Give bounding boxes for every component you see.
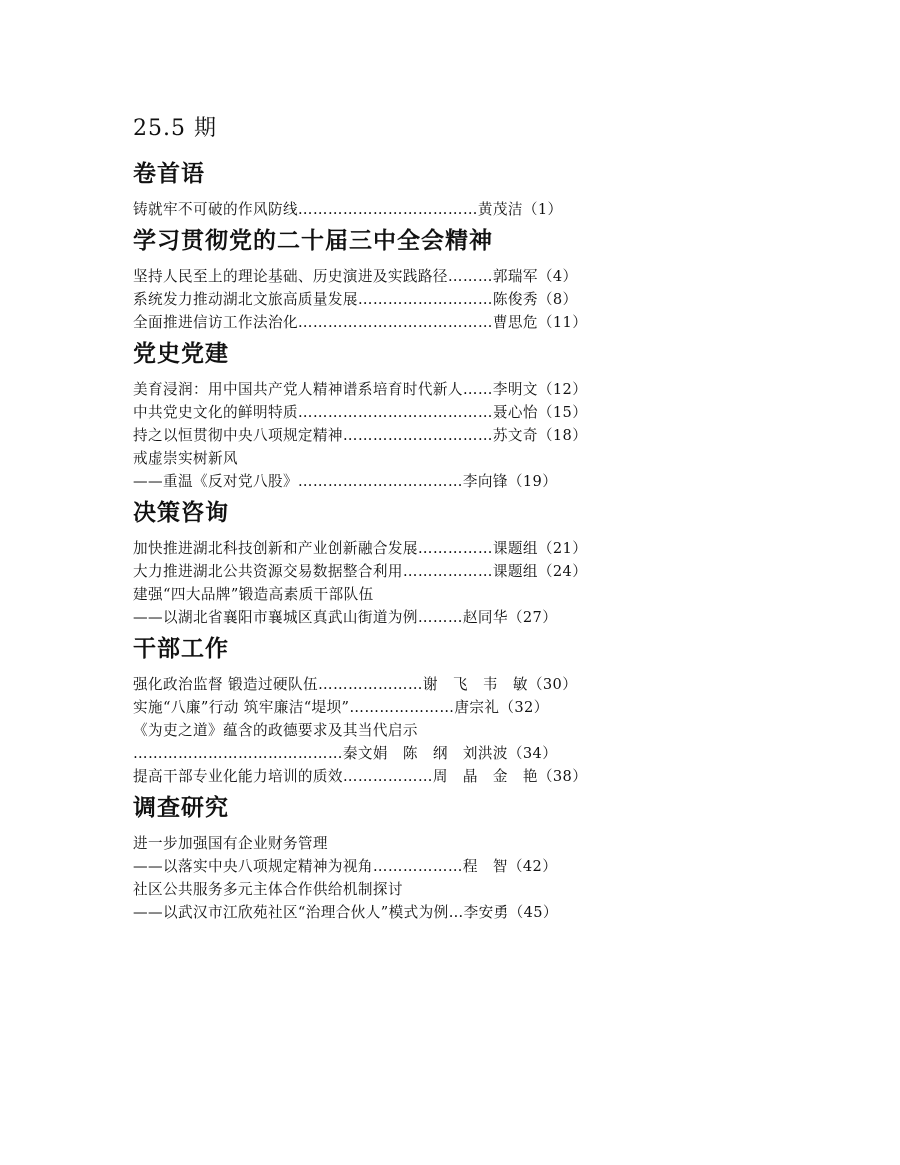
toc-entry-line: 加快推进湖北科技创新和产业创新融合发展……………课题组（21） xyxy=(133,540,588,557)
toc-entry-line: 实施“八廉”行动 筑牢廉洁“堤坝”…………………唐宗礼（32） xyxy=(133,699,549,716)
issue-number: 25.5 期 xyxy=(133,116,217,141)
toc-entry-line: ……………………………………秦文娟 陈 纲 刘洪波（34） xyxy=(133,745,558,762)
toc-entry-line: 铸就牢不可破的作风防线………………………………黄茂洁（1） xyxy=(133,201,563,218)
toc-entry-line: 《为吏之道》蕴含的政德要求及其当代启示 xyxy=(133,722,418,739)
toc-section xyxy=(133,790,753,924)
toc-entry-line: 系统发力推动湖北文旅高质量发展………………………陈俊秀（8） xyxy=(133,291,578,308)
toc-entry-line: ——重温《反对党八股》……………………………李向锋（19） xyxy=(133,473,558,490)
section-title: 学习贯彻党的二十届三中全会精神 xyxy=(133,228,493,254)
section-title: 决策咨询 xyxy=(133,500,229,526)
toc-entry-line: 持之以恒贯彻中央八项规定精神…………………………苏文奇（18） xyxy=(133,427,588,444)
toc-entry-line: 大力推进湖北公共资源交易数据整合利用………………课题组（24） xyxy=(133,563,588,580)
toc-section xyxy=(133,336,753,493)
sections-container xyxy=(133,156,753,924)
toc-entry-line: 强化政治监督 锻造过硬队伍…………………谢 飞 韦 敏（30） xyxy=(133,676,578,693)
toc-entry-line: 进一步加强国有企业财务管理 xyxy=(133,835,328,852)
section-title: 调查研究 xyxy=(133,795,229,821)
toc-entry-line: 戒虚崇实树新风 xyxy=(133,450,238,467)
toc-entry-line: ——以湖北省襄阳市襄城区真武山街道为例………赵同华（27） xyxy=(133,609,558,626)
toc-entry-line: 中共党史文化的鲜明特质…………………………………聂心怡（15） xyxy=(133,404,588,421)
toc-entry-line: 提高干部专业化能力培训的质效………………周 晶 金 艳（38） xyxy=(133,768,588,785)
toc-section xyxy=(133,223,753,334)
toc-entry-line: 建强“四大品牌”锻造高素质干部队伍 xyxy=(133,586,374,603)
section-title: 党史党建 xyxy=(133,341,229,367)
section-title: 卷首语 xyxy=(133,161,205,187)
toc-entry-line: 美育浸润：用中国共产党人精神谱系培育时代新人……李明文（12） xyxy=(133,381,588,398)
section-title: 干部工作 xyxy=(133,636,229,662)
toc-entry-line: 社区公共服务多元主体合作供给机制探讨 xyxy=(133,881,403,898)
toc-entry-line: 坚持人民至上的理论基础、历史演进及实践路径………郭瑞军（4） xyxy=(133,268,578,285)
toc-entry-line: ——以落实中央八项规定精神为视角………………程 智（42） xyxy=(133,858,558,875)
toc-entry-line: 全面推进信访工作法治化…………………………………曹思危（11） xyxy=(133,314,588,331)
toc-section xyxy=(133,156,753,221)
toc-section xyxy=(133,631,753,788)
toc-entry-line: ——以武汉市江欣苑社区“治理合伙人”模式为例…李安勇（45） xyxy=(133,904,558,921)
toc-section xyxy=(133,495,753,629)
table-of-contents xyxy=(133,112,753,924)
